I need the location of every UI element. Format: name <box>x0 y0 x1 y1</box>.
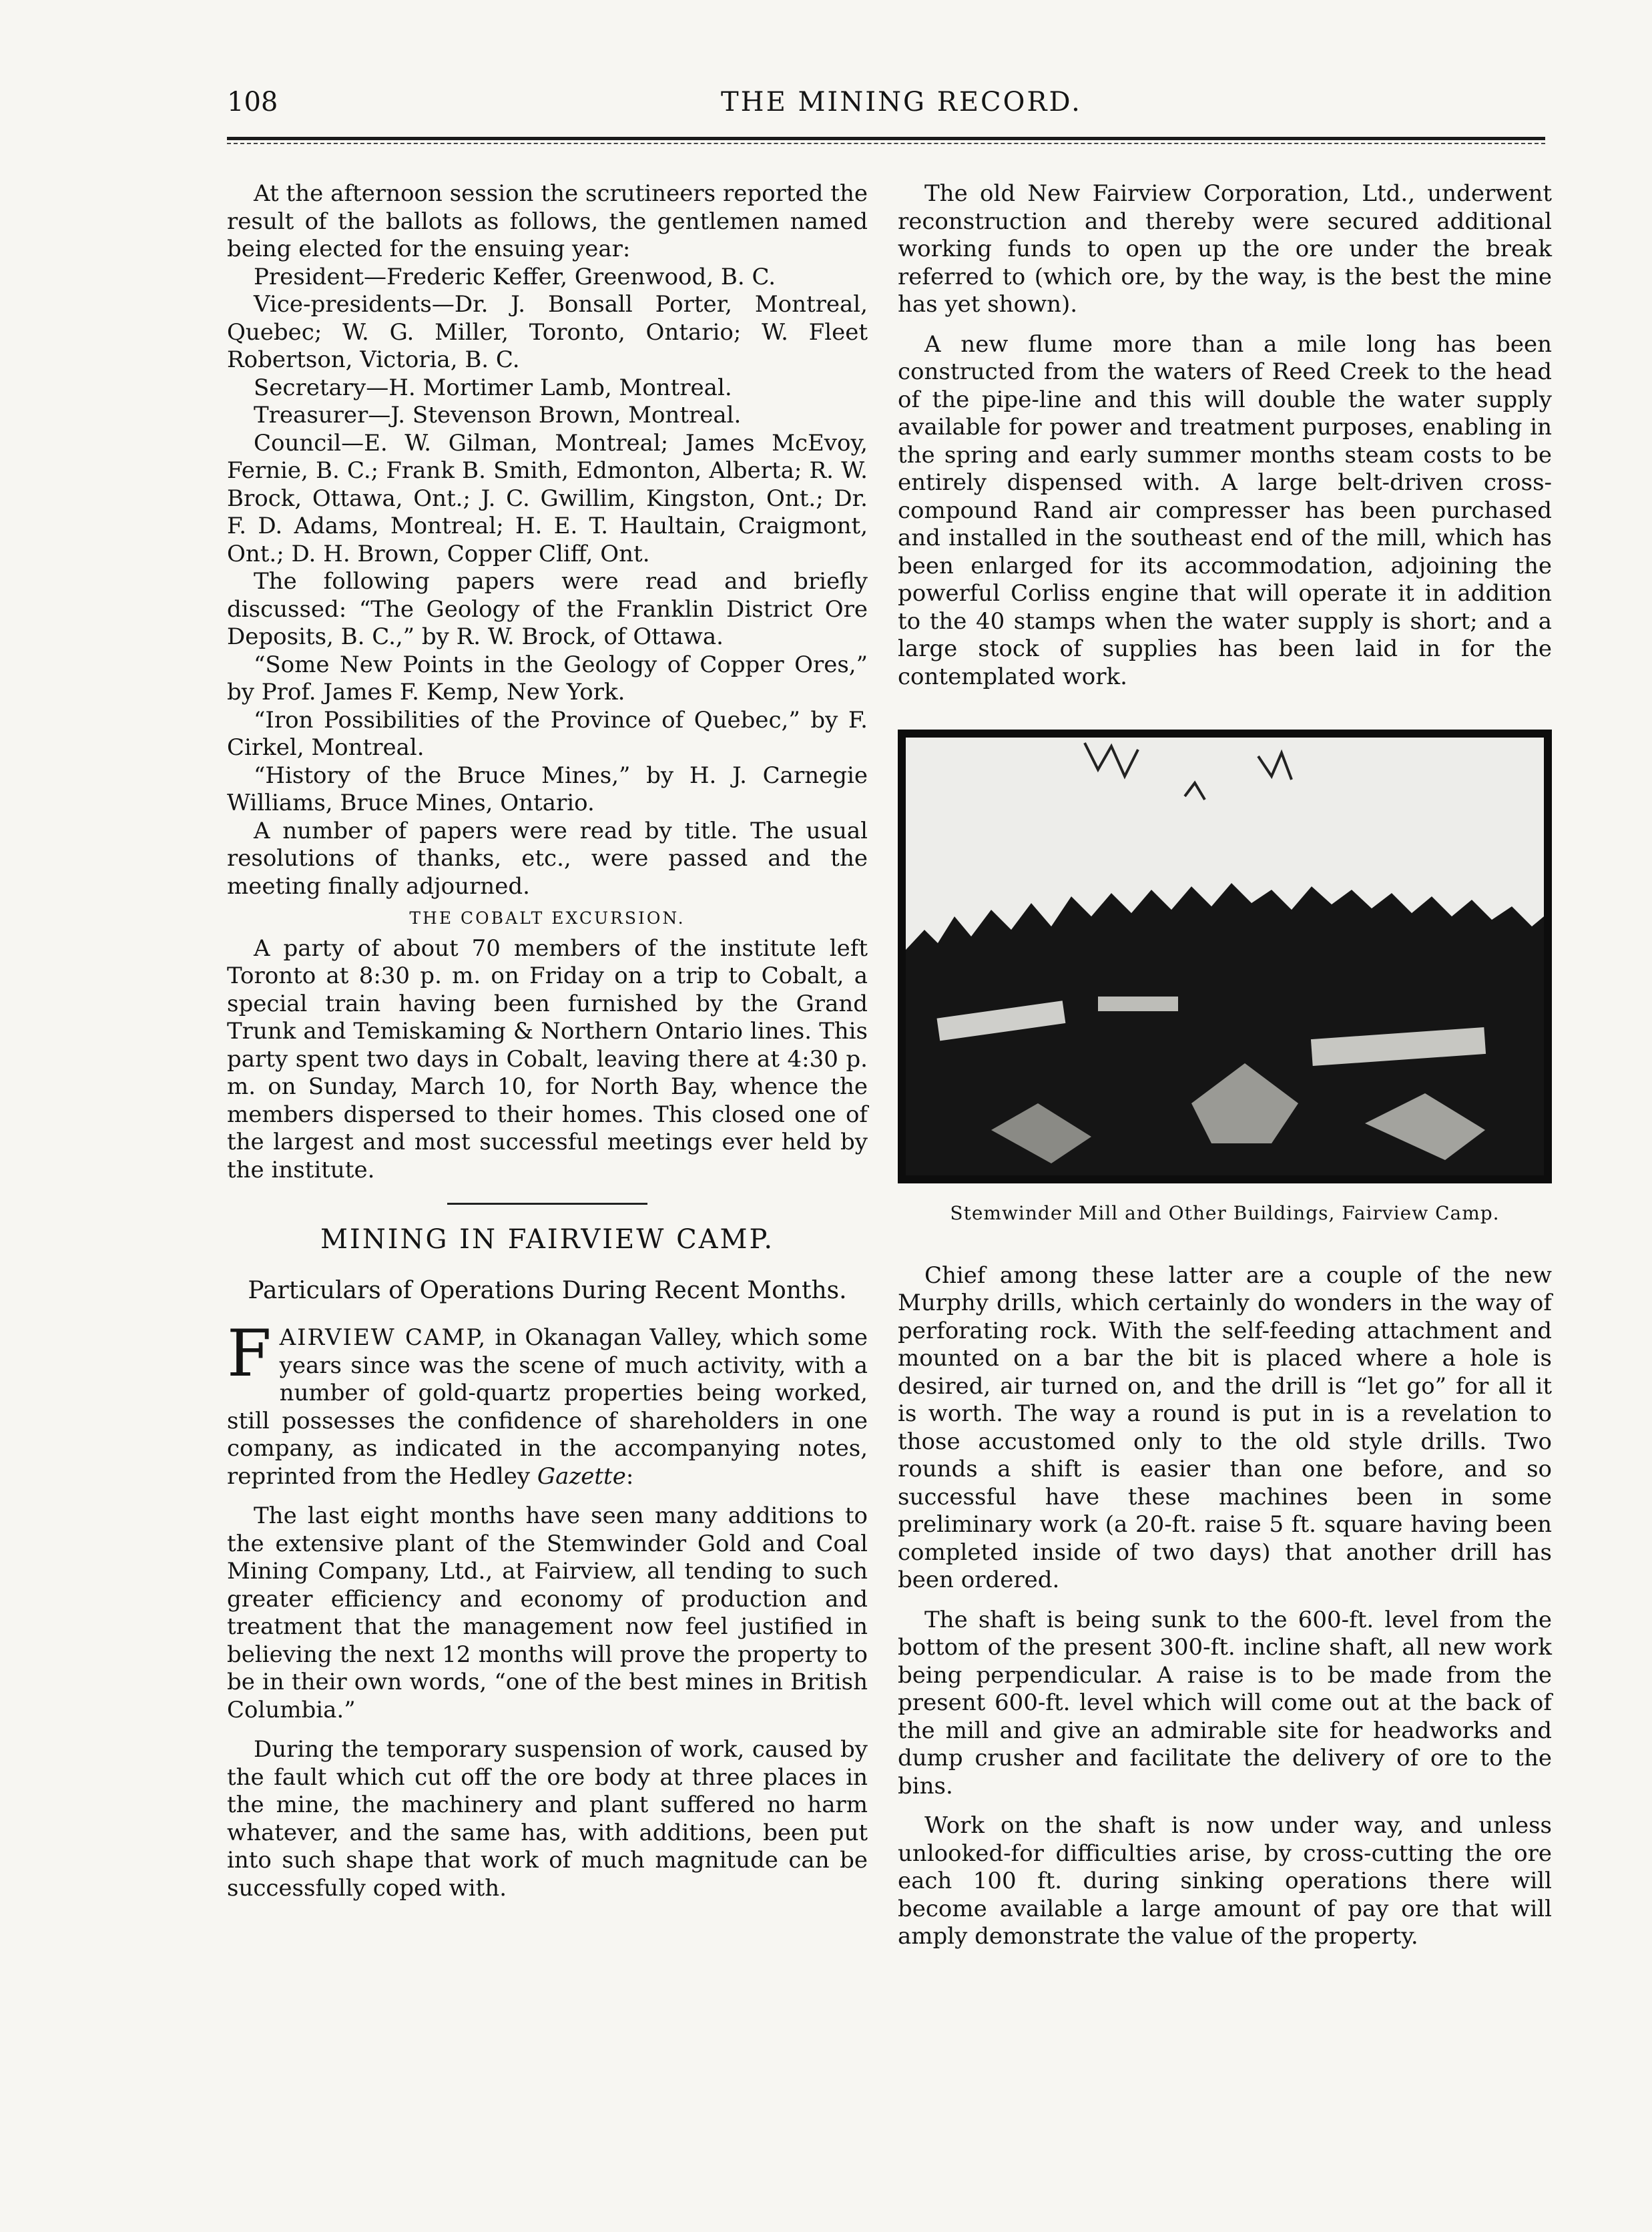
paper-copper-ores: “Some New Points in the Geology of Copper Ores,” by Prof. James F. Kemp, New York. <box>227 651 868 706</box>
paragraph-excursion: A party of about 70 members of the institute left Toronto at 8:30 p. m. on Friday on a trip to Cobalt, a special train having been furnished by the Grand Trunk and Temiskaming & Northern Ontario lines. This party spent two days in Cobalt, leaving there at 4:30 p. m. on Sunday, March 10, for North Bay, whence the members dispersed to their homes. This closed one of the largest and most successful meetings ever held by the institute. <box>227 934 868 1183</box>
paragraph-work: Work on the shaft is now under way, and unless unlooked-for difficulties arise, by cross-cutting the ore each 100 ft. during sinking operations there will become available a large amount of pay ore that will amply demonstrate the value of the property. <box>898 1812 1552 1950</box>
left-column <box>227 180 868 1902</box>
paragraph-drills: Chief among these latter are a couple of the new Murphy drills, which certainly do wonders in the way of perforating rock. With the self-feeding attachment and mounted on a bar the bit is placed where a hole is desired, air turned on, and the drill is “let go” for all it is worth. The way a round is put in is a revelation to those accustomed only to the old style drills. Two rounds a shift is easier than one before, and so successful have these machines been in some preliminary work (a 20-ft. raise 5 ft. square having been completed inside of two days) that another drill has been ordered. <box>898 1262 1552 1593</box>
lead-text: in Okanagan Valley, which some years since was the scene of much activity, with a number of gold-quartz properties being worked, still possesses the confidence of shareholders in one company, as indicated in the accompanying notes, reprinted from the Hedley <box>227 1324 868 1490</box>
papers-intro: The following papers were read and briefly discussed: “The Geology of the Franklin District Ore Deposits, B. C.,” by R. W. Brock, of Ottawa. <box>227 568 868 650</box>
running-head <box>227 87 1545 127</box>
header-rule-thick <box>227 137 1545 140</box>
paragraph-flume: A new flume more than a mile long has been constructed from the waters of Reed Creek to the head of the pipe-line and this will double the water supply available for power and treatment purposes, enabling in the spring and early summer months steam costs to be entirely dispensed with. A large belt-driven cross-compound Rand air compresser has been purchased and installed in the southeast end of the mill, which has been enlarged for its accommodation, adjoining the powerful Corliss engine that will operate it in addition to the 40 stamps when the water supply is short; and a large stock of supplies has been laid in for the contemplated work. <box>898 330 1552 690</box>
paragraph-scrutineers: At the afternoon session the scrutineers reported the result of the ballots as follows, the gentlemen named being elected for the ensuing year: <box>227 180 868 262</box>
header-rule-thin <box>227 143 1545 144</box>
section-divider <box>447 1203 647 1205</box>
article-deck: Particulars of Operations During Recent Months. <box>248 1276 847 1304</box>
halftone-photo-image <box>898 730 1552 1183</box>
lead-small-caps: AIRVIEW CAMP, <box>279 1324 487 1351</box>
paragraph-suspension: During the temporary suspension of work, caused by the fault which cut off the ore body at three places in the mine, the machinery and plant suffered no harm whatever, and the same has, with additions, been put into such shape that work of much magnitude can be successfully coped with. <box>227 1736 868 1902</box>
article-title: MINING IN FAIRVIEW CAMP. <box>320 1224 775 1255</box>
journal-title: THE MINING RECORD. <box>721 87 1082 117</box>
excursion-heading: THE COBALT EXCURSION. <box>409 908 685 928</box>
paragraph-eight-months: The last eight months have seen many additions to the extensive plant of the Stemwinder Gold and Coal Mining Company, Ltd., at Fairview, all tending to such greater efficiency and economy of production and treatment that the management now feel justified in believing the next 12 months will prove the property to be in their own words, “one of the best mines in British Columbia.” <box>227 1502 868 1723</box>
photo-caption: Stemwinder Mill and Other Buildings, Fairview Camp. <box>950 1202 1500 1224</box>
officer-vice-presidents: Vice-presidents—Dr. J. Bonsall Porter, Montreal, Quebec; W. G. Miller, Toronto, Ontario; W. Fleet Robertson, Victoria, B. C. <box>227 291 868 373</box>
header-rule <box>227 137 1545 146</box>
lead-end: : <box>625 1462 634 1490</box>
officer-secretary: Secretary—H. Mortimer Lamb, Montreal. <box>254 374 732 401</box>
paragraph-shaft: The shaft is being sunk to the 600-ft. level from the bottom of the present 300-ft. incline shaft, all new work being perpendicular. A raise is to be made from the present 600-ft. level which will come out at the back of the mill and give an admirable site for headworks and dump crusher and facilitate the delivery of ore to the bins. <box>898 1606 1552 1799</box>
gazette-italic: Gazette <box>537 1462 626 1490</box>
photo-stemwinder-mill <box>898 730 1552 1183</box>
paragraph-corporation: The old New Fairview Corporation, Ltd., underwent reconstruction and thereby were secured additional working funds to open up the ore under the break referred to (which ore, by the way, is the best the mine has yet shown). <box>898 180 1552 318</box>
drop-cap: F <box>227 1316 272 1391</box>
page-number: 108 <box>227 87 278 117</box>
officer-treasurer: Treasurer—J. Stevenson Brown, Montreal. <box>254 402 742 429</box>
paper-bruce-mines: “History of the Bruce Mines,” by H. J. Carnegie Williams, Bruce Mines, Ontario. <box>227 762 868 816</box>
paper-iron-quebec: “Iron Possibilities of the Province of Quebec,” by F. Cirkel, Montreal. <box>227 706 868 761</box>
right-column <box>898 180 1552 1951</box>
papers-close: A number of papers were read by title. The usual resolutions of thanks, etc., were passed and the meeting finally adjourned. <box>227 817 868 900</box>
article-lead-paragraph <box>227 1316 868 1490</box>
officer-president: President—Frederic Keffer, Greenwood, B. C. <box>254 263 776 290</box>
officer-council: Council—E. W. Gilman, Montreal; James McEvoy, Fernie, B. C.; Frank B. Smith, Edmonton, Alberta; R. W. Brock, Ottawa, Ont.; J. C. Gwillim, Kingston, Ont.; Dr. F. D. Adams, Montreal; H. E. T. Haultain, Craigmont, Ont.; D. H. Brown, Copper Cliff, Ont. <box>227 429 868 567</box>
